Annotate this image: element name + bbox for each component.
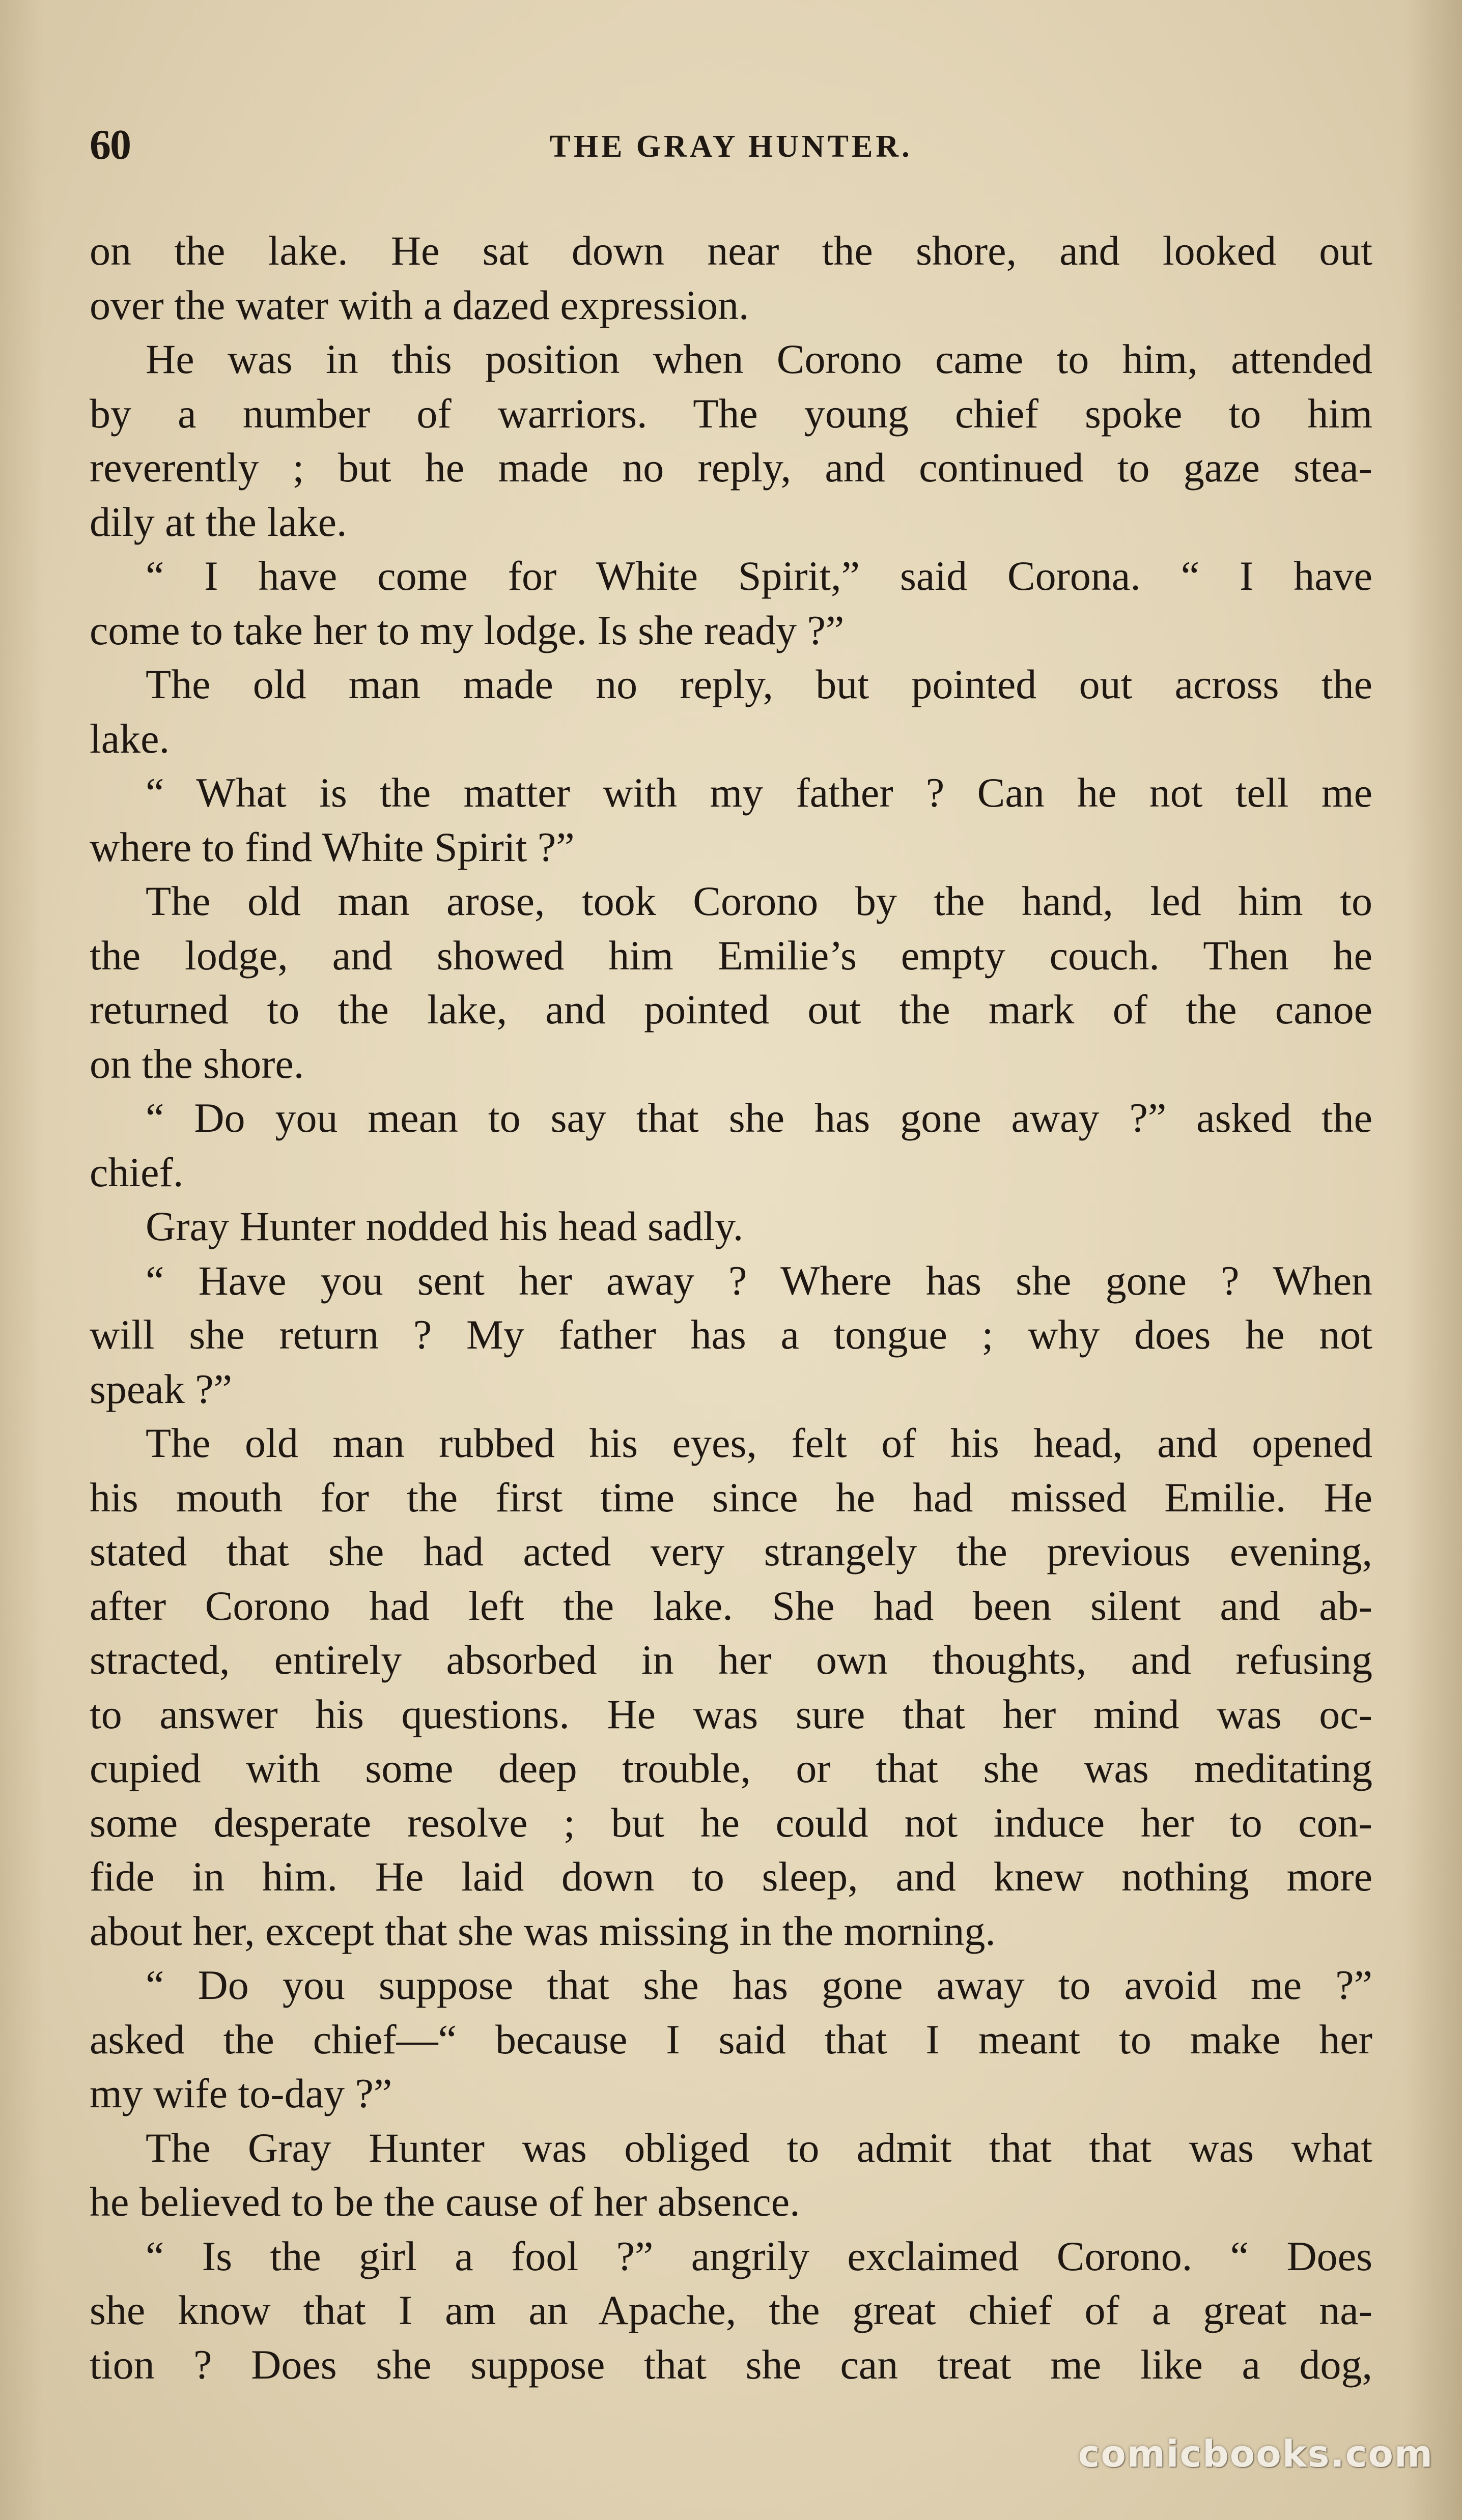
body-text [90, 224, 1372, 2392]
text-line: lake. [90, 715, 170, 762]
text-line: reverently ; but he made no reply, and continued to gaze stea- [90, 444, 1372, 491]
text-line: fide in him. He laid down to sleep, and knew nothing more [90, 1853, 1372, 1900]
text-line: chief. [90, 1149, 184, 1195]
page-number: 60 [90, 121, 130, 168]
text-line: “ What is the matter with my father ? Can he not tell me [146, 769, 1372, 816]
watermark: comicbooks.com [1078, 2432, 1433, 2475]
text-line: my wife to-day ?” [90, 2070, 392, 2116]
text-line: returned to the lake, and pointed out the mark of the canoe [90, 986, 1372, 1033]
text-line: The old man arose, took Corono by the hand, led him to [146, 878, 1372, 924]
text-line: He was in this position when Corono came to him, attended [146, 336, 1372, 382]
text-line: “ I have come for White Spirit,” said Corona. “ I have [146, 553, 1372, 599]
text-line: will she return ? My father has a tongue ; why does he not [90, 1311, 1372, 1358]
text-line: by a number of warriors. The young chief spoke to him [90, 390, 1372, 437]
text-line: to answer his questions. He was sure that her mind was oc- [90, 1691, 1372, 1737]
text-line: “ Do you mean to say that she has gone away ?” asked the [146, 1095, 1372, 1141]
text-line: dily at the lake. [90, 498, 347, 545]
text-line: speak ?” [90, 1365, 232, 1412]
page-header [90, 117, 1372, 173]
text-line: The old man made no reply, but pointed out across the [146, 661, 1372, 707]
text-line: on the lake. He sat down near the shore, and looked out [90, 227, 1372, 274]
text-line: some desperate resolve ; but he could not induce her to con- [90, 1799, 1372, 1846]
text-line: come to take her to my lodge. Is she ready ?” [90, 607, 845, 653]
text-line: cupied with some deep trouble, or that she was meditating [90, 1745, 1372, 1791]
text-line: “ Have you sent her away ? Where has she gone ? When [146, 1257, 1372, 1304]
text-line: Gray Hunter nodded his head sadly. [146, 1203, 744, 1249]
text-line: she know that I am an Apache, the great chief of a great na- [90, 2287, 1372, 2333]
running-head: THE GRAY HUNTER. [549, 129, 913, 164]
text-line: his mouth for the first time since he had missed Emilie. He [90, 1474, 1372, 1521]
text-line: he believed to be the cause of her absence. [90, 2179, 800, 2225]
text-line: where to find White Spirit ?” [90, 823, 575, 870]
text-line: stated that she had acted very strangely the previous evening, [90, 1528, 1372, 1574]
text-line: The Gray Hunter was obliged to admit that that was what [146, 2124, 1372, 2171]
text-line: about her, except that she was missing in the morning. [90, 1907, 996, 1954]
text-line: “ Do you suppose that she has gone away to avoid me ?” [146, 1962, 1372, 2008]
text-line: the lodge, and showed him Emilie’s empty couch. Then he [90, 932, 1372, 979]
text-line: stracted, entirely absorbed in her own thoughts, and refusing [90, 1637, 1372, 1683]
text-line: on the shore. [90, 1040, 304, 1087]
text-line: “ Is the girl a fool ?” angrily exclaimed Corono. “ Does [146, 2232, 1372, 2279]
text-line: asked the chief—“ because I said that I meant to make her [90, 2016, 1372, 2063]
text-line: over the water with a dazed expression. [90, 281, 749, 328]
text-line: tion ? Does she suppose that she can treat me like a dog, [90, 2341, 1372, 2388]
text-line: The old man rubbed his eyes, felt of his head, and opened [146, 1420, 1372, 1466]
text-line: after Corono had left the lake. She had been silent and ab- [90, 1582, 1372, 1629]
